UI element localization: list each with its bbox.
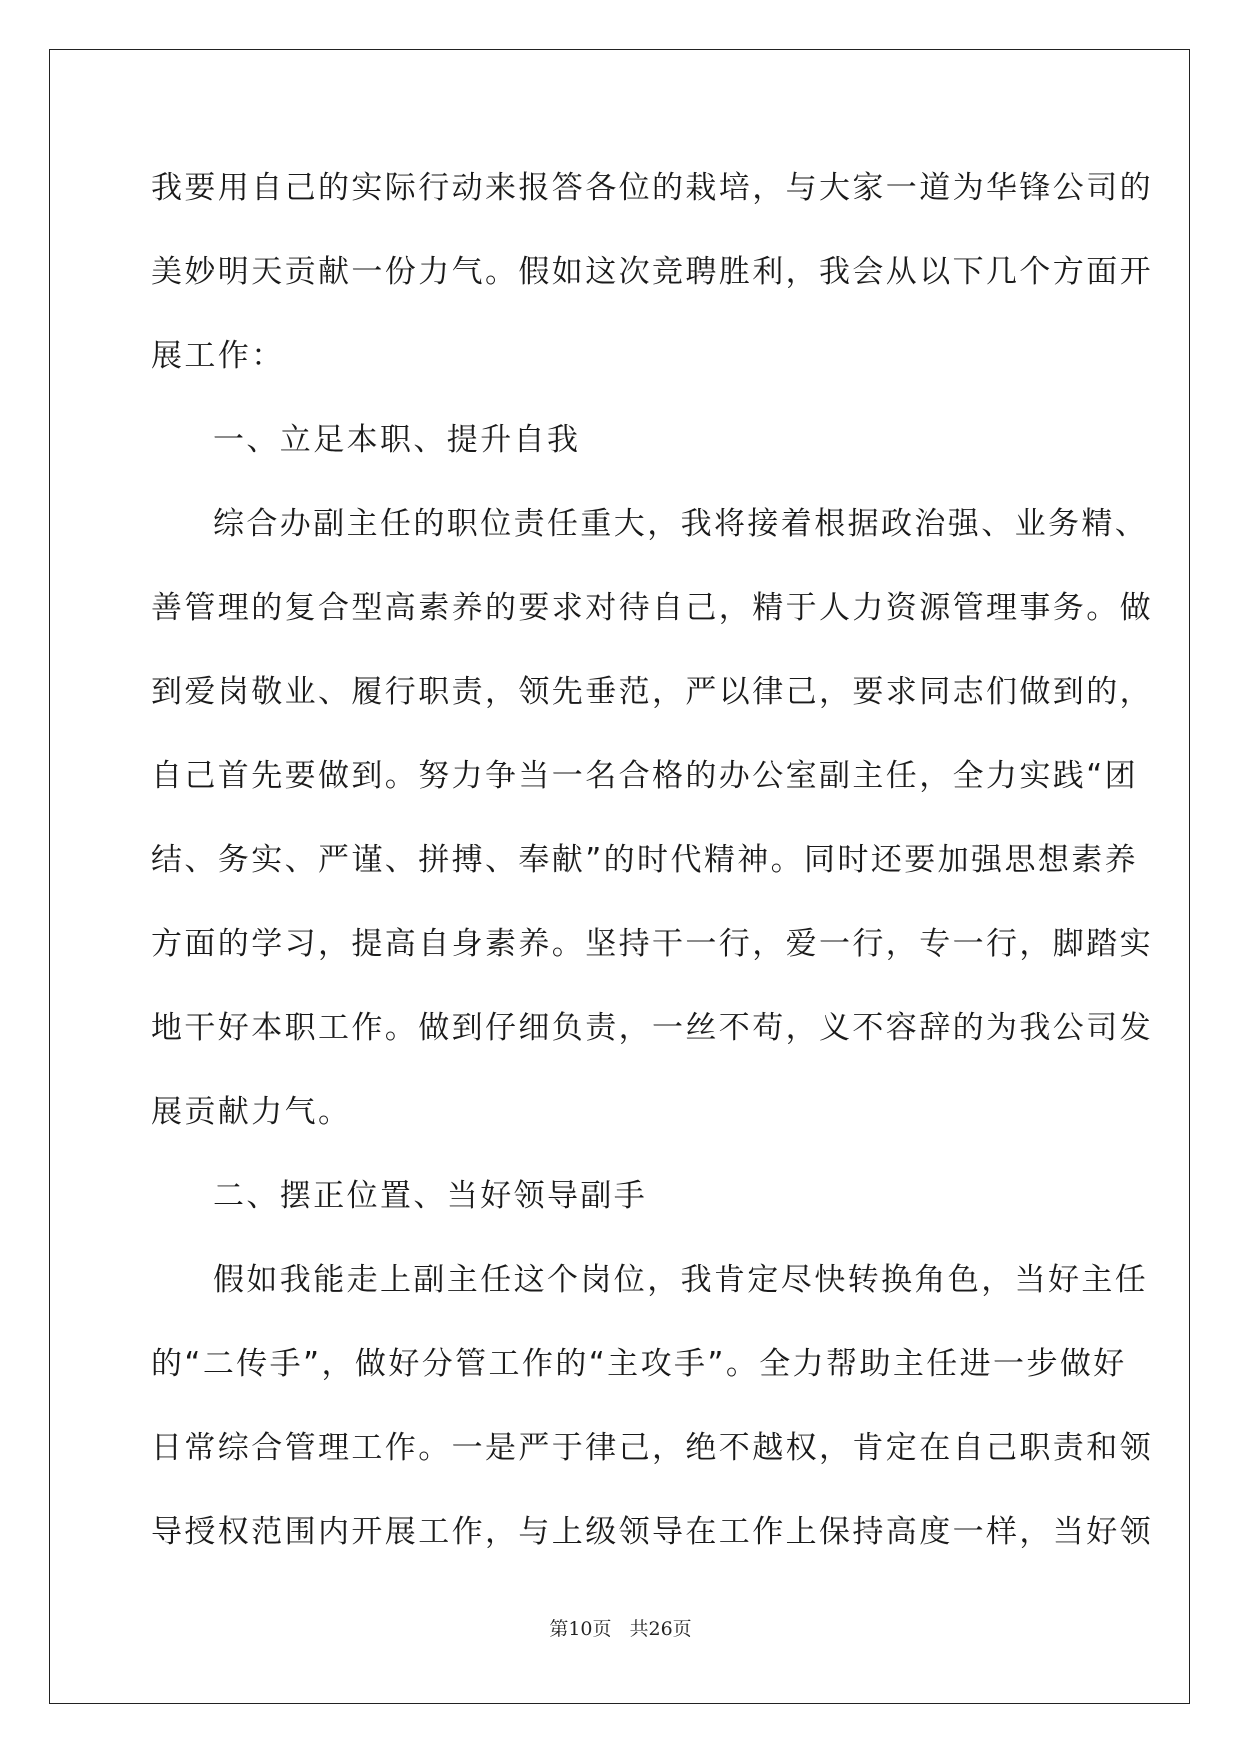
- text-line: 地干好本职工作。做到仔细负责，一丝不苟，义不容辞的为我公司发: [151, 1010, 1153, 1046]
- text-line: 的“二传手”，做好分管工作的“主攻手”。全力帮助主任进一步做好: [151, 1346, 1127, 1382]
- total-pages-indicator: 共26页: [629, 1618, 692, 1640]
- section-heading: 二、摆正位置、当好领导副手: [213, 1178, 648, 1214]
- text-line: 自己首先要做到。努力争当一名合格的办公室副主任，全力实践“团: [151, 758, 1139, 794]
- text-line: 展贡献力气。: [151, 1094, 352, 1130]
- current-page-indicator: 第10页: [549, 1618, 612, 1640]
- text-line: 善管理的复合型高素养的要求对待自己，精于人力资源管理事务。做: [151, 590, 1153, 626]
- text-line: 导授权范围内开展工作，与上级领导在工作上保持高度一样，当好领: [151, 1514, 1153, 1550]
- text-line: 结、务实、严谨、拼搏、奉献”的时代精神。同时还要加强思想素养: [151, 842, 1139, 878]
- text-line: 展工作：: [151, 338, 285, 374]
- section-heading: 一、立足本职、提升自我: [213, 422, 581, 458]
- text-line: 到爱岗敬业、履行职责，领先垂范，严以律己，要求同志们做到的，: [151, 674, 1153, 710]
- page-footer: [0, 1614, 1241, 1641]
- text-line: 我要用自己的实际行动来报答各位的栽培，与大家一道为华锋公司的: [151, 170, 1153, 206]
- text-line: 方面的学习，提高自身素养。坚持干一行，爱一行，专一行，脚踏实: [151, 926, 1153, 962]
- document-body: [151, 158, 1153, 1586]
- text-line: 美妙明天贡献一份力气。假如这次竞聘胜利，我会从以下几个方面开: [151, 254, 1153, 290]
- paragraph-start-line: 假如我能走上副主任这个岗位，我肯定尽快转换角色，当好主任: [213, 1262, 1149, 1298]
- text-line: 日常综合管理工作。一是严于律己，绝不越权，肯定在自己职责和领: [151, 1430, 1153, 1466]
- paragraph-start-line: 综合办副主任的职位责任重大，我将接着根据政治强、业务精、: [213, 506, 1149, 542]
